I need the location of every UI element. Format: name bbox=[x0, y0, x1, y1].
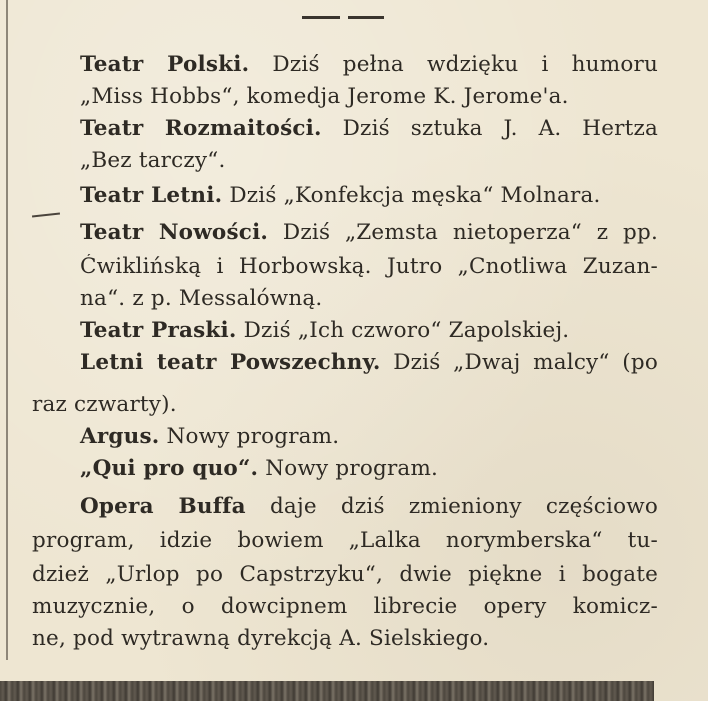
listing-line bbox=[80, 286, 380, 312]
listing-line bbox=[80, 424, 480, 450]
listing-text: program, idzie bowiem „Lalka norymberska“ tu- bbox=[32, 528, 658, 553]
listing-text: Ćwiklińską i Horbowską. Jutro „Cnotliwa Zuzan- bbox=[80, 254, 658, 279]
listing-text: Nowy program. bbox=[258, 456, 439, 481]
listing-line bbox=[80, 52, 658, 80]
venue-name: Teatr Letni. bbox=[80, 183, 223, 208]
venue-name: Teatr Rozmaitości. bbox=[80, 116, 322, 141]
listing-text: daje dziś zmieniony częściowo bbox=[245, 494, 658, 519]
listing-line bbox=[32, 392, 332, 418]
listing-text: Dziś sztuka J. A. Hertza bbox=[321, 116, 658, 141]
listing-text: Dziś „Konfekcja męska“ Molnara. bbox=[222, 183, 601, 208]
venue-name: Opera Buffa bbox=[80, 494, 246, 519]
listing-line bbox=[80, 116, 658, 144]
listing-line bbox=[80, 220, 658, 248]
venue-name: Letni teatr Powszechny. bbox=[80, 350, 381, 375]
venue-name: Argus. bbox=[80, 424, 160, 449]
venue-name: Teatr Praski. bbox=[80, 318, 237, 343]
venue-name: Teatr Nowości. bbox=[80, 220, 269, 245]
listing-line bbox=[32, 562, 658, 590]
listing-line bbox=[80, 254, 658, 282]
listing-text: Dziś pełna wdzięku i humoru bbox=[249, 52, 658, 77]
venue-name: „Qui pro quo“. bbox=[80, 456, 259, 481]
listing-line bbox=[80, 84, 580, 110]
listing-text: „Bez tarczy“. bbox=[80, 148, 226, 173]
listing-text: Dziś „Zemsta nietoperza“ z pp. bbox=[268, 220, 658, 245]
listing-text: „Miss Hobbs“, komedja Jerome K. Jerome'a. bbox=[80, 84, 569, 109]
listing-text: ne, pod wytrawną dyrekcją A. Sielskiego. bbox=[32, 626, 490, 651]
listing-text: dzież „Urlop po Capstrzyku“, dwie piękne i bogate bbox=[32, 562, 658, 587]
listing-text: raz czwarty). bbox=[32, 392, 177, 417]
venue-name: Teatr Polski. bbox=[80, 52, 250, 77]
listing-line bbox=[80, 318, 658, 344]
listing-line bbox=[80, 183, 658, 209]
listing-text: Dziś „Dwaj malcy“ (po bbox=[380, 350, 658, 375]
listing-line bbox=[32, 528, 658, 556]
listing-line bbox=[80, 350, 658, 378]
listing-line bbox=[80, 494, 658, 522]
listing-line bbox=[80, 148, 226, 174]
listing-text: Nowy program. bbox=[159, 424, 340, 449]
listing-text: muzycznie, o dowcipnem librecie opery komicz- bbox=[32, 594, 658, 619]
listing-line bbox=[80, 456, 480, 482]
listing-line bbox=[32, 594, 658, 622]
listing-text: Dziś „Ich czworo“ Zapolskiej. bbox=[236, 318, 570, 343]
listing-line bbox=[32, 626, 592, 652]
listing-text: na“. z p. Messalówną. bbox=[80, 286, 323, 311]
next-column-header-band bbox=[0, 681, 654, 701]
